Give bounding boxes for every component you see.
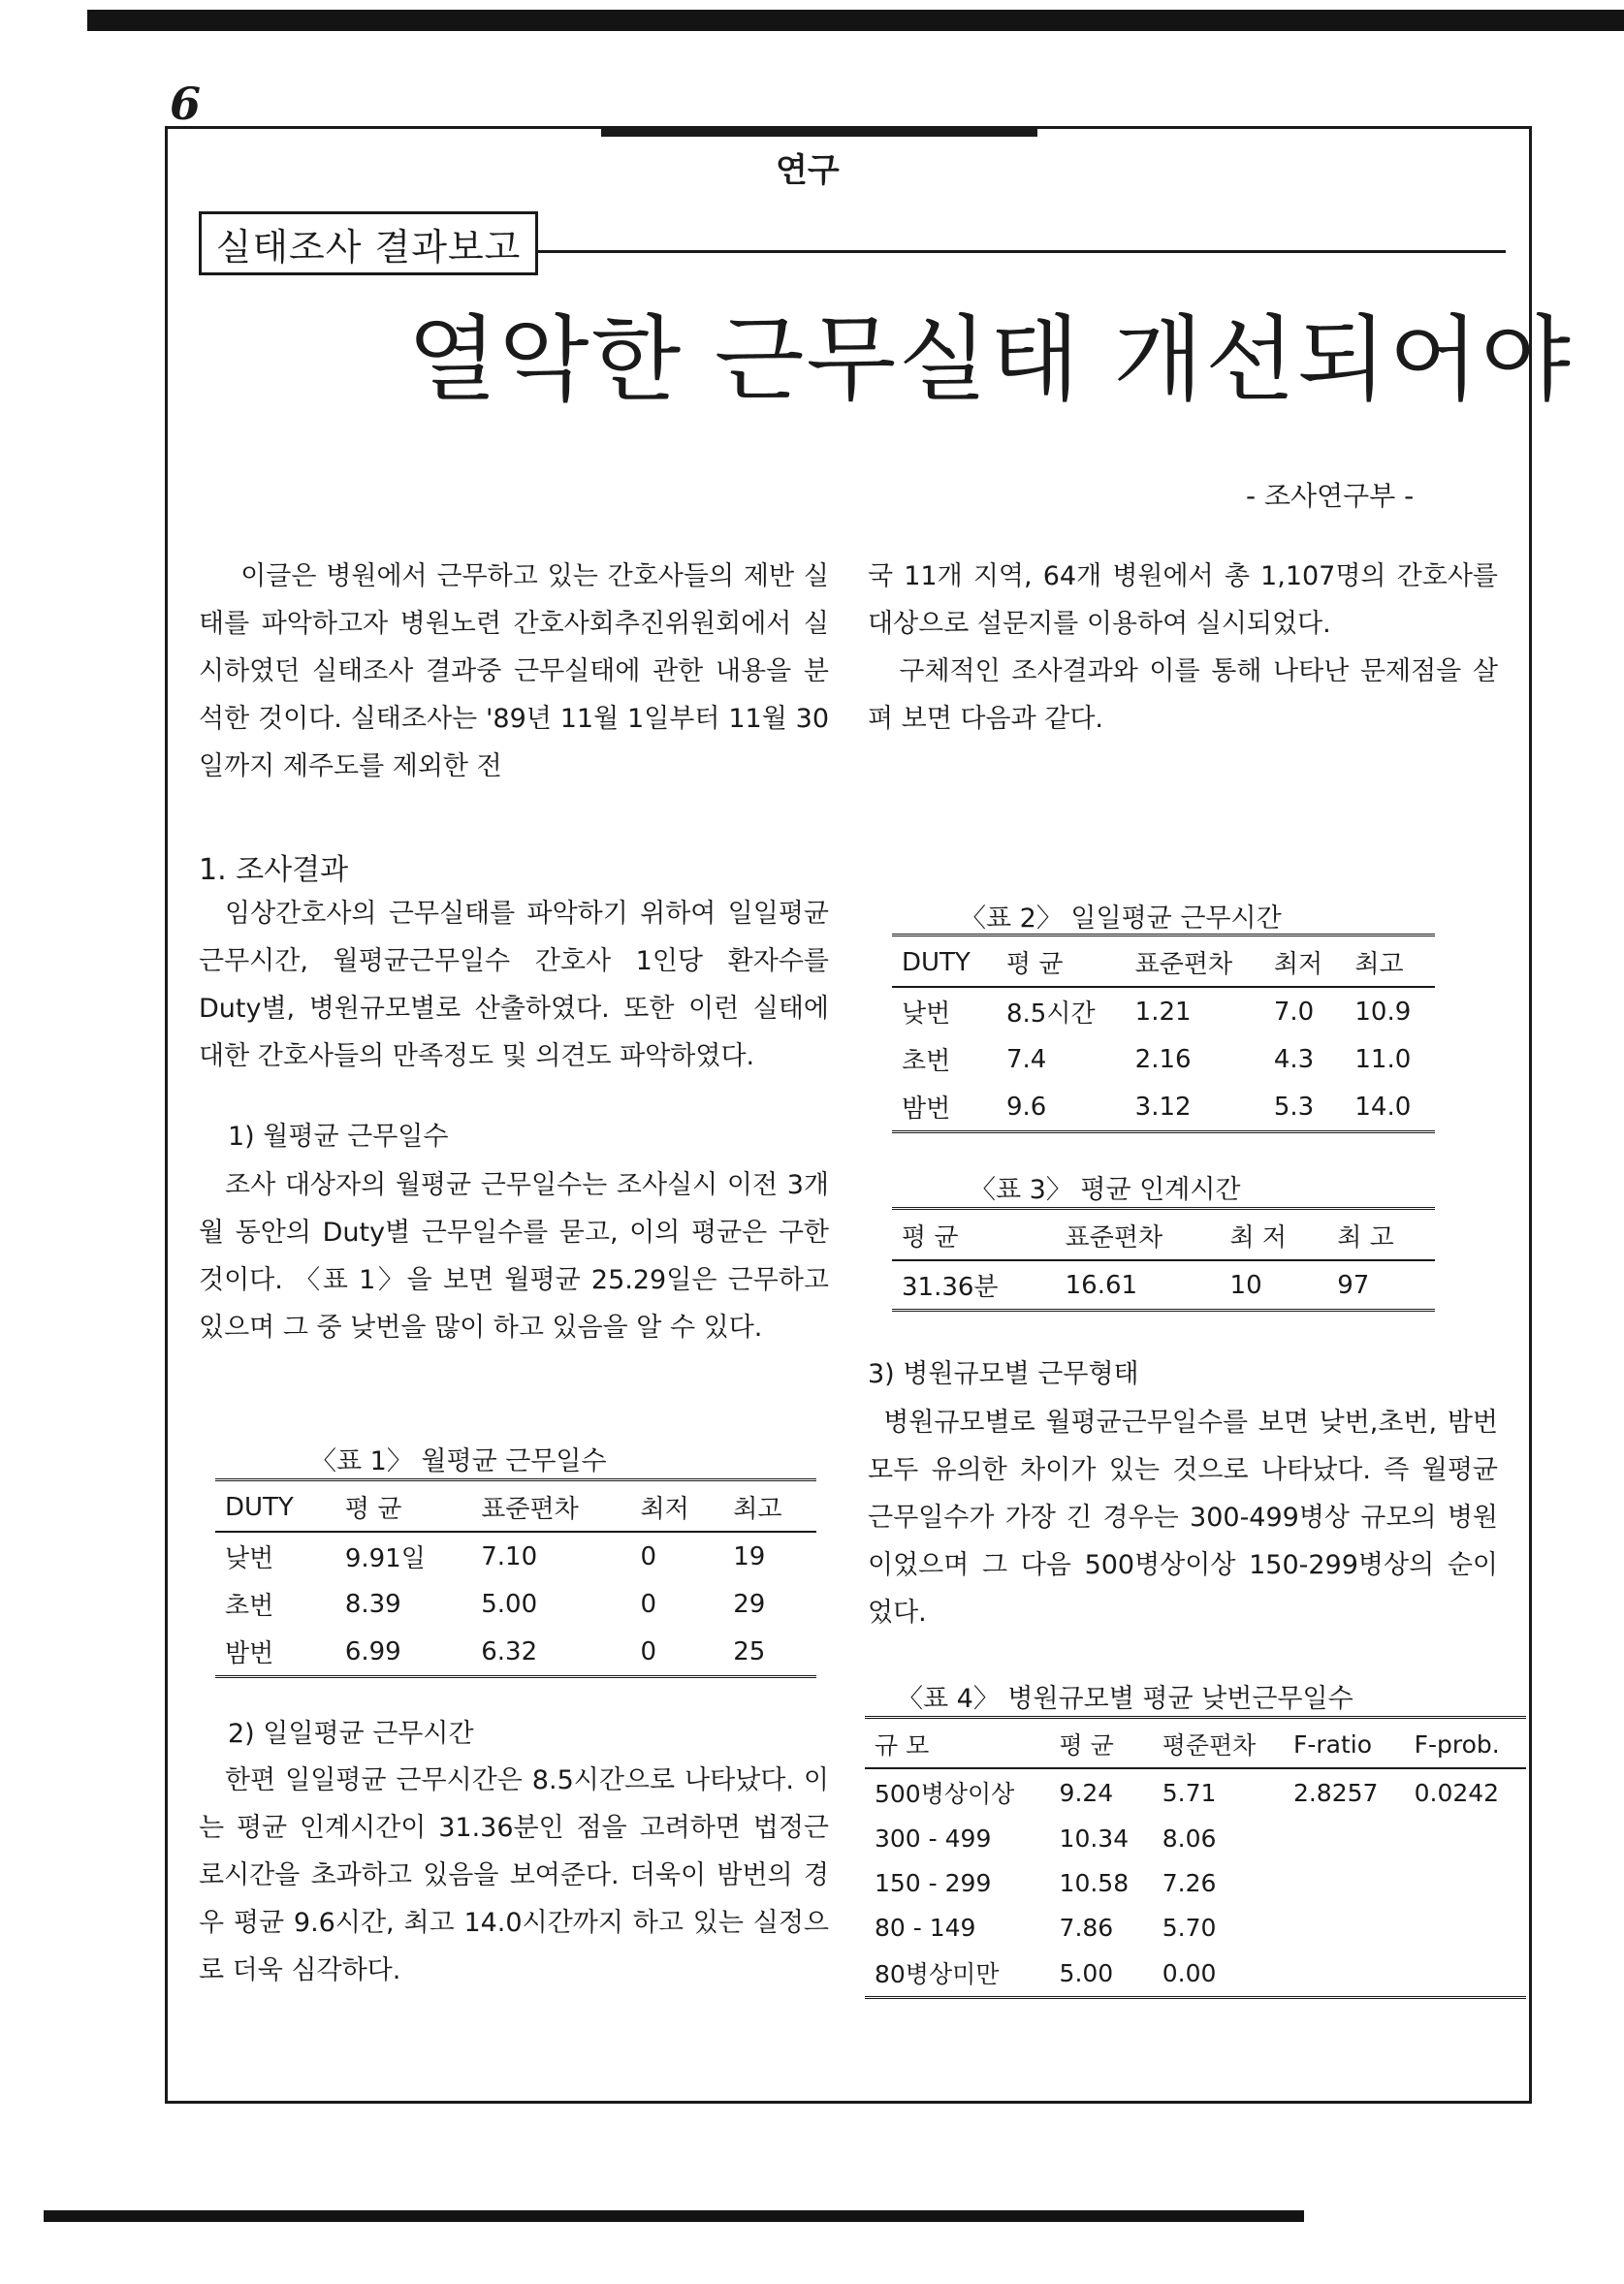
table-cell [1405, 1860, 1526, 1905]
section-body: 임상간호사의 근무실태를 파악하기 위하여 일일평균 근무시간, 월평균근무일수 간호사 1인당 환자수를 Duty별, 병원규모별로 산출하였다. 또한 이런 실태에 대한 간호사들의 만족정도 및 의견도 파악하였다. [199, 899, 829, 1071]
table-cell: 3.12 [1126, 1083, 1264, 1132]
table-cell: 2.8257 [1292, 1778, 1379, 1807]
table2-caption: 〈표 2〉 일일평균 근무시간 [960, 904, 1282, 934]
table1-caption: 〈표 1〉 월평균 근무일수 [310, 1446, 607, 1476]
table-cell [1284, 1950, 1405, 1998]
table-cell: 0.00 [1153, 1950, 1284, 1998]
section-label: 연구 [776, 151, 840, 190]
table-cell: 7.0 [1273, 997, 1315, 1027]
table3-header-row [892, 1209, 1435, 1261]
table-row [865, 1950, 1526, 1998]
byline: - 조사연구부 - [1246, 480, 1415, 512]
table-cell: 500병상이상 [875, 1780, 1015, 1808]
table-cell: 9.24 [1059, 1778, 1114, 1807]
table-cell: 초번 [902, 1047, 951, 1076]
table-cell [1284, 1860, 1405, 1905]
table-cell: 5.00 [1050, 1950, 1153, 1998]
table-cell: 10.58 [1059, 1868, 1130, 1897]
table-cell: 5.00 [481, 1589, 538, 1619]
table-row [215, 1580, 816, 1628]
table4-header: 평 균 [1050, 1718, 1153, 1769]
table2-header: 표준편차 [1126, 936, 1264, 988]
intro-right-p1: 국 11개 지역, 64개 병원에서 총 1,107명의 간호사를 대상으로 설문지를 이용하여 실시되었다. [868, 561, 1498, 639]
table-cell: 6.32 [471, 1628, 630, 1677]
table-cell: 29 [733, 1589, 766, 1619]
table-cell: 초번 [225, 1592, 274, 1621]
table-cell: 1.21 [1134, 997, 1192, 1027]
table-cell: 4.3 [1273, 1044, 1315, 1074]
subsection-body-3: 병원규모별로 월평균근무일수를 보면 낮번,초번, 밤번 모두 유의한 차이가 있는 것으로 나타났다. 즉 월평균 근무일수가 가장 긴 경우는 300-499병상 규모의 병원이었으며 그 다음 500병상이상 150-299병상의 순이었다. [868, 1408, 1498, 1628]
table-cell [1405, 1905, 1526, 1950]
table-row [892, 1083, 1435, 1132]
table-cell: 0 [640, 1541, 657, 1571]
table2-header: 최저 [1264, 936, 1346, 988]
table-cell: 0 [630, 1628, 723, 1677]
table-cell: 0.0242 [1414, 1778, 1500, 1807]
table-row [865, 1860, 1526, 1905]
table-cell: 11.0 [1354, 1044, 1412, 1074]
table1-header: 최고 [723, 1480, 816, 1533]
table-cell [1405, 1950, 1526, 1998]
page-number: 6 [170, 78, 202, 130]
subsection-body-2: 한편 일일평균 근무시간은 8.5시간으로 나타났다. 이는 평균 인계시간이 31.36분인 점을 고려하면 법정근로시간을 초과하고 있음을 보여준다. 더욱이 밤번의 경우 평균 9.6시간, 최고 14.0시간까지 하고 있는 실정으로 더욱 심각하다. [199, 1765, 829, 1985]
table-cell: 7.4 [1005, 1044, 1047, 1074]
table1 [215, 1478, 816, 1678]
table1-header: 표준편차 [471, 1480, 630, 1533]
table-cell: 7.26 [1162, 1868, 1217, 1897]
table1-header-row [215, 1480, 816, 1533]
table-cell [1284, 1816, 1405, 1860]
section-bar [601, 128, 1037, 137]
table3-caption: 〈표 3〉 평균 인계시간 [970, 1175, 1241, 1205]
table-cell: 8.06 [1162, 1824, 1217, 1853]
table3-header: 표준편차 [1056, 1209, 1221, 1261]
table4 [865, 1716, 1526, 1999]
table-cell: 9.6 [997, 1083, 1126, 1132]
table4-header: 규 모 [865, 1718, 1050, 1769]
table-cell: 5.70 [1162, 1913, 1217, 1942]
table-cell: 낮번 [902, 999, 951, 1029]
table-cell: 25 [723, 1628, 816, 1677]
table3-header: 평 균 [892, 1209, 1056, 1261]
table-cell [1405, 1816, 1526, 1860]
table-cell: 7.10 [481, 1541, 538, 1571]
table-row [865, 1768, 1526, 1816]
intro-right-p2: 구체적인 조사결과와 이를 통해 나타난 문제점을 살펴 보면 다음과 같다. [868, 656, 1498, 734]
table-cell: 9.91일 [344, 1544, 426, 1573]
table3-header: 최 고 [1327, 1209, 1435, 1261]
table2-header: 평 균 [997, 936, 1126, 988]
table4-header: 평준편차 [1153, 1718, 1284, 1769]
table-row [865, 1905, 1526, 1950]
subsection-heading-3: 3) 병원규모별 근무형태 [868, 1359, 1139, 1389]
table-cell: 31.36분 [892, 1260, 1056, 1311]
subsection-body-1: 조사 대상자의 월평균 근무일수는 조사실시 이전 3개월 동안의 Duty별 근무일수를 묻고, 이의 평균은 구한 것이다. 〈표 1〉을 보면 월평균 25.29일은 근무하고 있으며 그 중 낮번을 많이 하고 있음을 알 수 있다. [199, 1170, 829, 1343]
table-cell: 밤번 [215, 1628, 335, 1677]
table-row [215, 1532, 816, 1580]
table1-header: DUTY [215, 1480, 335, 1533]
table4-header: F-ratio [1284, 1718, 1405, 1769]
table-cell: 150 - 299 [875, 1868, 992, 1897]
subsection-heading-2: 2) 일일평균 근무시간 [228, 1719, 474, 1749]
table2-header-row [892, 936, 1435, 988]
table-cell: 6.99 [335, 1628, 471, 1677]
table-row [892, 1035, 1435, 1083]
table-cell: 8.5시간 [1005, 999, 1096, 1029]
table-cell [1284, 1905, 1405, 1950]
top-rule [87, 10, 1624, 31]
table4-header-row [865, 1718, 1526, 1769]
table4-caption: 〈표 4〉 병원규모별 평균 낮번근무일수 [897, 1684, 1353, 1714]
report-label: 실태조사 결과보고 [199, 211, 538, 275]
table-cell: 19 [733, 1541, 766, 1571]
table-cell: 7.86 [1059, 1913, 1114, 1942]
table-cell: 10 [1221, 1260, 1328, 1311]
table-row [892, 1260, 1435, 1311]
bottom-rule [44, 2210, 1304, 2222]
table-cell: 14.0 [1345, 1083, 1435, 1132]
table-cell: 5.3 [1264, 1083, 1346, 1132]
table-cell: 10.9 [1354, 997, 1412, 1027]
table-cell: 97 [1327, 1260, 1435, 1311]
table2 [892, 934, 1435, 1133]
table-cell: 밤번 [892, 1083, 997, 1132]
table-cell: 80병상미만 [865, 1950, 1050, 1998]
table-cell: 5.71 [1162, 1778, 1217, 1807]
subsection-heading-1: 1) 월평균 근무일수 [228, 1122, 449, 1152]
table-cell: 낮번 [225, 1544, 274, 1573]
table-cell: 10.34 [1059, 1824, 1130, 1853]
table-cell: 2.16 [1134, 1044, 1192, 1074]
table-cell: 8.39 [344, 1589, 401, 1619]
intro-left: 이글은 병원에서 근무하고 있는 간호사들의 제반 실태를 파악하고자 병원노련 간호사회추진위원회에서 실시하였던 실태조사 결과중 근무실태에 관한 내용을 분석한 것이다. 실태조사는 '89년 11월 1일부터 11월 30일까지 제주도를 제외한 전 [199, 561, 829, 781]
headline: 열악한 근무실태 개선되어야 [407, 305, 1573, 414]
section-heading: 1. 조사결과 [199, 853, 349, 887]
table-cell: 16.61 [1056, 1260, 1221, 1311]
table-cell: 80 - 149 [875, 1913, 976, 1942]
table2-header: 최고 [1345, 936, 1435, 988]
table2-header: DUTY [892, 936, 997, 988]
table-row [865, 1816, 1526, 1860]
report-rule [538, 250, 1506, 253]
table-cell: 0 [640, 1589, 657, 1619]
table-cell: 300 - 499 [875, 1824, 992, 1853]
table3-header: 최 저 [1221, 1209, 1328, 1261]
table4-header: F-prob. [1405, 1718, 1526, 1769]
table-row [215, 1628, 816, 1677]
table1-header: 최저 [630, 1480, 723, 1533]
table1-header: 평 균 [335, 1480, 471, 1533]
table-row [892, 987, 1435, 1035]
table3 [892, 1207, 1435, 1312]
